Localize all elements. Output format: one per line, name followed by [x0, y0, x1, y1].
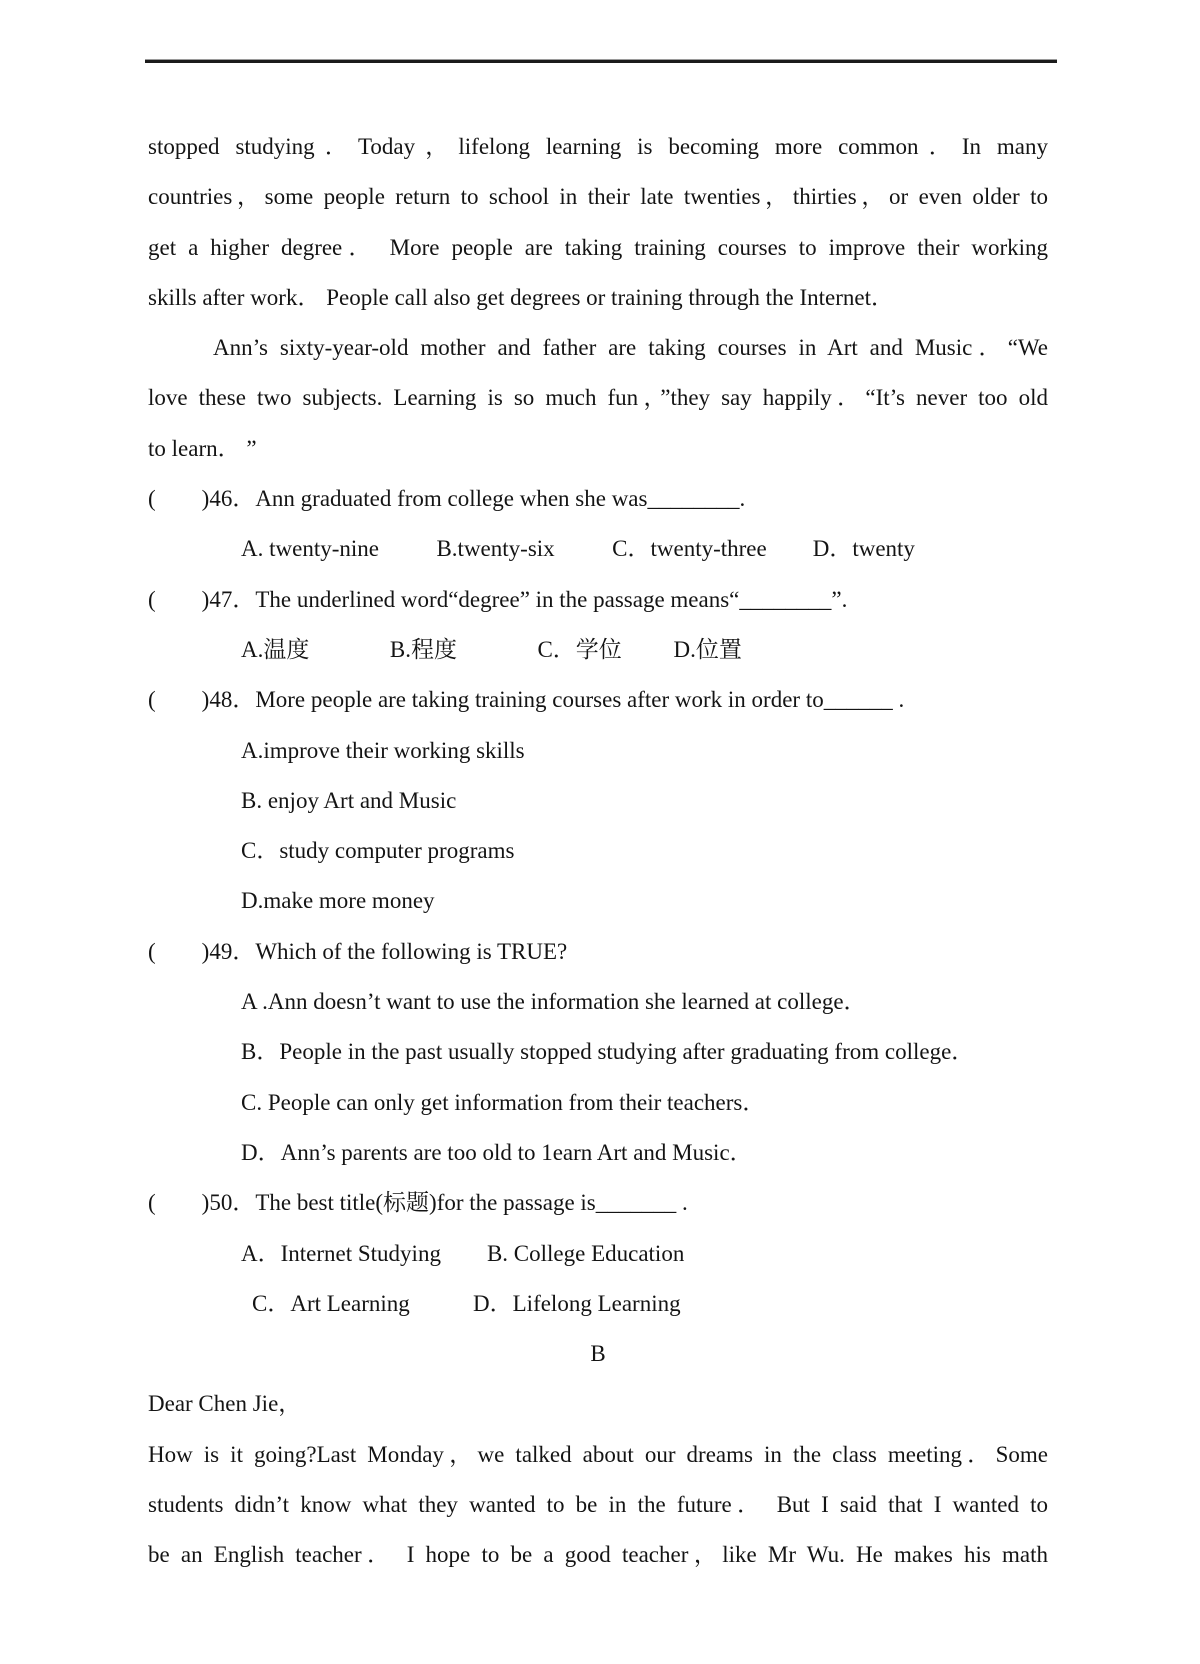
passage-a-para2-line-1: Ann’s sixty-year-old mother and father are taking courses in Art and Music．“We: [213, 335, 1048, 361]
question-49-option-d: D．Ann’s parents are too old to 1earn Art and Music．: [241, 1139, 753, 1165]
question-48-option-c: C．study computer programs: [241, 838, 515, 864]
letter-body-line-1: How is it going?Last Monday，we talked about our dreams in the class meeting．Some: [148, 1441, 1048, 1467]
letter-body-line-2: students didn’t know what they wanted to be in the future． But I said that I wanted to: [148, 1492, 1048, 1518]
passage-a-para1-line-2: countries，some people return to school in their late twenties，thirties，or even older to: [148, 184, 1048, 210]
question-50-prompt: ( )50．The best title(标题)for the passage is_______ .: [148, 1190, 688, 1216]
question-46-options-row: A. twenty-nine B.twenty-six C．twenty-three D．twenty: [241, 536, 915, 562]
question-49-option-c: C. People can only get information from their teachers．: [241, 1089, 766, 1115]
question-48-option-a: A.improve their working skills: [241, 737, 525, 763]
question-47-prompt: ( )47．The underlined word“degree” in the passage means“________”.: [148, 586, 848, 612]
question-49-option-b: B．People in the past usually stopped studying after graduating from college．: [241, 1039, 975, 1065]
question-48-prompt: ( )48．More people are taking training courses after work in order to______ .: [148, 687, 905, 713]
question-47-options-row: A.温度 B.程度 C．学位 D.位置: [241, 636, 742, 662]
passage-a-para1-line-1: stopped studying．Today，lifelong learning is becoming more common．In many: [148, 134, 1048, 159]
passage-a-para1-line-3: get a higher degree． More people are taking training courses to improve their working: [148, 234, 1048, 260]
question-48-option-d: D.make more money: [241, 888, 435, 914]
section-b-heading: B: [590, 1341, 606, 1367]
question-46-prompt: ( )46．Ann graduated from college when she was________.: [148, 486, 746, 512]
question-50-options-row-2: C．Art Learning D．Lifelong Learning: [252, 1290, 681, 1316]
passage-a-para2-line-2: love these two subjects. Learning is so much fun，”they say happily．“It’s never too old: [148, 385, 1048, 411]
question-49-option-a: A .Ann doesn’t want to use the information she learned at college．: [241, 989, 867, 1015]
letter-salutation: Dear Chen Jie，: [148, 1391, 302, 1417]
passage-a-para2-line-3: to learn． ”: [148, 435, 257, 461]
question-48-option-b: B. enjoy Art and Music: [241, 787, 457, 813]
question-50-options-row-1: A．Internet Studying B. College Education: [241, 1240, 685, 1266]
passage-a-para1-line-4: skills after work． People call also get degrees or training through the Internet．: [148, 284, 895, 310]
letter-body-line-3: be an English teacher． I hope to be a good teacher，like Mr Wu. He makes his math: [148, 1542, 1048, 1568]
question-49-prompt: ( )49．Which of the following is TRUE?: [148, 938, 568, 964]
page-content: [148, 0, 1048, 1581]
